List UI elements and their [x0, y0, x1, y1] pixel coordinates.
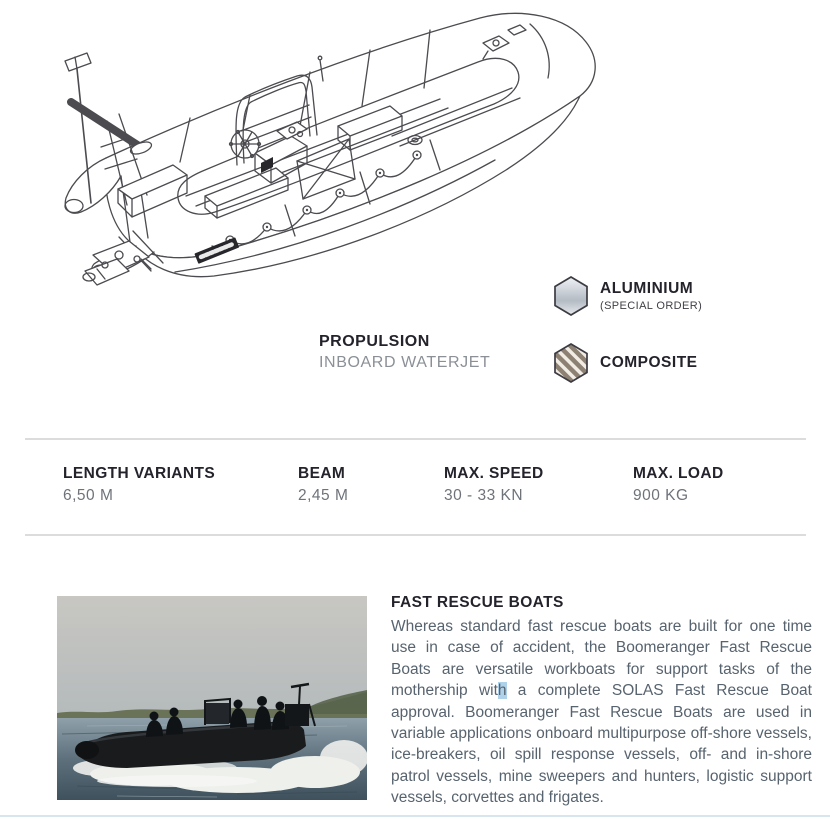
- composite-label: COMPOSITE: [600, 354, 698, 371]
- description-paragraph: [391, 616, 812, 809]
- material-aluminium: [553, 276, 702, 316]
- material-composite: [553, 343, 698, 383]
- spec-label: BEAM: [298, 465, 346, 482]
- spec-label: MAX. SPEED: [444, 465, 544, 482]
- paragraph-text: a complete SOLAS Fast Rescue Boat approval. Boomeranger Fast Rescue Boats are used in variable applications onboard multipurpose off-shore vessels, ice-breakers, oil spill response vessels, off- and in-shore patrol vessels, mine sweepers and hunters, logistic support vessels, corvettes and frigates.: [391, 682, 812, 807]
- aluminium-hexagon-icon: [553, 276, 589, 316]
- spec-label: MAX. LOAD: [633, 465, 724, 482]
- spec-beam: [298, 465, 348, 505]
- boat-photo: [57, 596, 367, 800]
- propulsion-spec: [319, 333, 490, 372]
- description-block: [391, 594, 812, 809]
- bottom-accent-line: [0, 815, 830, 817]
- propulsion-value: INBOARD WATERJET: [319, 354, 491, 371]
- divider-top: [25, 438, 806, 440]
- description-title: FAST RESCUE BOATS: [391, 594, 564, 611]
- boat-line-drawing: [0, 0, 660, 300]
- spec-value: 900 KG: [633, 487, 689, 504]
- aluminium-text: [600, 280, 702, 312]
- spec-value: 30 - 33 KN: [444, 487, 524, 504]
- steering-wheel: [230, 130, 261, 158]
- spec-value: 6,50 M: [63, 487, 114, 504]
- aluminium-label: ALUMINIUM: [600, 280, 694, 297]
- spec-max-speed: [444, 465, 544, 505]
- aluminium-note: (SPECIAL ORDER): [600, 300, 703, 312]
- spec-length-variants: [63, 465, 215, 505]
- propulsion-label: PROPULSION: [319, 333, 430, 350]
- selected-text: h: [497, 682, 507, 700]
- spec-value: 2,45 M: [298, 487, 349, 504]
- composite-hexagon-icon: [553, 343, 589, 383]
- divider-bottom: [25, 534, 806, 536]
- photo-foam: [97, 775, 257, 787]
- spec-max-load: [633, 465, 724, 505]
- paragraph-text: Whereas standard fast rescue boats are built for one time use in case of accident, the Boomeranger Fast Rescue Boats are versatile workboats for support tasks of the mothership wit: [391, 618, 812, 700]
- spec-label: LENGTH VARIANTS: [63, 465, 216, 482]
